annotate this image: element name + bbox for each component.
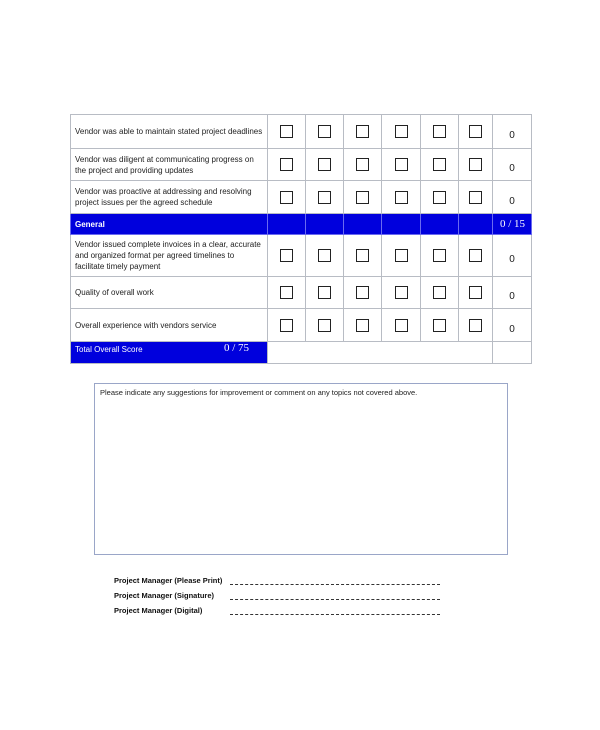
table-row (71, 115, 532, 149)
rating-checkbox-3[interactable] (356, 249, 369, 262)
rating-checkbox-5[interactable] (433, 191, 446, 204)
rating-checkbox-1[interactable] (280, 319, 293, 332)
table-row (71, 235, 532, 277)
section-header-general (71, 214, 532, 235)
table-row (71, 309, 532, 342)
rating-checkbox-6[interactable] (469, 286, 482, 299)
rating-checkbox-2[interactable] (318, 125, 331, 138)
rating-checkbox-1[interactable] (280, 249, 293, 262)
rating-checkbox-2[interactable] (318, 158, 331, 171)
row-score: 0 (493, 277, 532, 309)
signature-label: Project Manager (Please Print) (114, 576, 223, 585)
table-row (71, 181, 532, 214)
rating-checkbox-6[interactable] (469, 191, 482, 204)
rating-checkbox-3[interactable] (356, 286, 369, 299)
question-cell: Vendor was able to maintain stated project deadlines (71, 115, 268, 149)
rating-checkbox-4[interactable] (395, 125, 408, 138)
question-cell: Vendor was proactive at addressing and resolving project issues per the agreed schedule (71, 181, 268, 214)
rating-checkbox-5[interactable] (433, 125, 446, 138)
section-label: General (71, 214, 268, 235)
table-row (71, 149, 532, 181)
total-label: Total Overall Score (75, 345, 143, 354)
rating-checkbox-6[interactable] (469, 249, 482, 262)
total-score: 0 / 75 (223, 342, 249, 354)
row-score: 0 (493, 181, 532, 214)
rating-checkbox-2[interactable] (318, 249, 331, 262)
question-cell: Vendor was diligent at communicating progress on the project and providing updates (71, 149, 268, 181)
rating-checkbox-4[interactable] (395, 158, 408, 171)
rating-checkbox-5[interactable] (433, 286, 446, 299)
total-row (71, 342, 532, 364)
table-row (71, 277, 532, 309)
rating-checkbox-1[interactable] (280, 125, 293, 138)
signature-line-signature (114, 591, 214, 600)
rating-checkbox-5[interactable] (433, 249, 446, 262)
row-score: 0 (493, 115, 532, 149)
rating-checkbox-3[interactable] (356, 158, 369, 171)
question-cell: Overall experience with vendors service (71, 309, 268, 342)
signature-line-print (114, 576, 222, 585)
signature-input-print[interactable] (230, 584, 440, 585)
total-overall-score-cell (71, 342, 268, 364)
rating-checkbox-3[interactable] (356, 319, 369, 332)
rating-checkbox-3[interactable] (356, 191, 369, 204)
rating-checkbox-4[interactable] (395, 191, 408, 204)
rating-checkbox-2[interactable] (318, 286, 331, 299)
row-score: 0 (493, 309, 532, 342)
rating-checkbox-5[interactable] (433, 319, 446, 332)
rating-checkbox-4[interactable] (395, 319, 408, 332)
rating-checkbox-1[interactable] (280, 191, 293, 204)
signature-line-digital (114, 606, 202, 615)
question-cell: Quality of overall work (71, 277, 268, 309)
row-score: 0 (493, 235, 532, 277)
vendor-evaluation-table (70, 114, 532, 364)
signature-label: Project Manager (Signature) (114, 591, 215, 600)
section-score: 0 / 15 (493, 214, 532, 235)
rating-checkbox-6[interactable] (469, 158, 482, 171)
signature-label: Project Manager (Digital) (114, 606, 203, 615)
rating-checkbox-4[interactable] (395, 249, 408, 262)
rating-checkbox-4[interactable] (395, 286, 408, 299)
comments-prompt: Please indicate any suggestions for improvement or comment on any topics not covered above. (100, 388, 418, 397)
comments-textarea[interactable] (94, 383, 508, 555)
rating-checkbox-6[interactable] (469, 319, 482, 332)
rating-checkbox-6[interactable] (469, 125, 482, 138)
rating-checkbox-1[interactable] (280, 158, 293, 171)
question-cell: Vendor issued complete invoices in a clear, accurate and organized format per agreed timelines to facilitate timely payment (71, 235, 268, 277)
total-final-cell (493, 342, 532, 364)
total-empty-cell (268, 342, 493, 364)
rating-checkbox-1[interactable] (280, 286, 293, 299)
rating-checkbox-5[interactable] (433, 158, 446, 171)
rating-checkbox-2[interactable] (318, 319, 331, 332)
signature-input-signature[interactable] (230, 599, 440, 600)
signature-input-digital[interactable] (230, 614, 440, 615)
rating-checkbox-3[interactable] (356, 125, 369, 138)
rating-checkbox-2[interactable] (318, 191, 331, 204)
row-score: 0 (493, 149, 532, 181)
